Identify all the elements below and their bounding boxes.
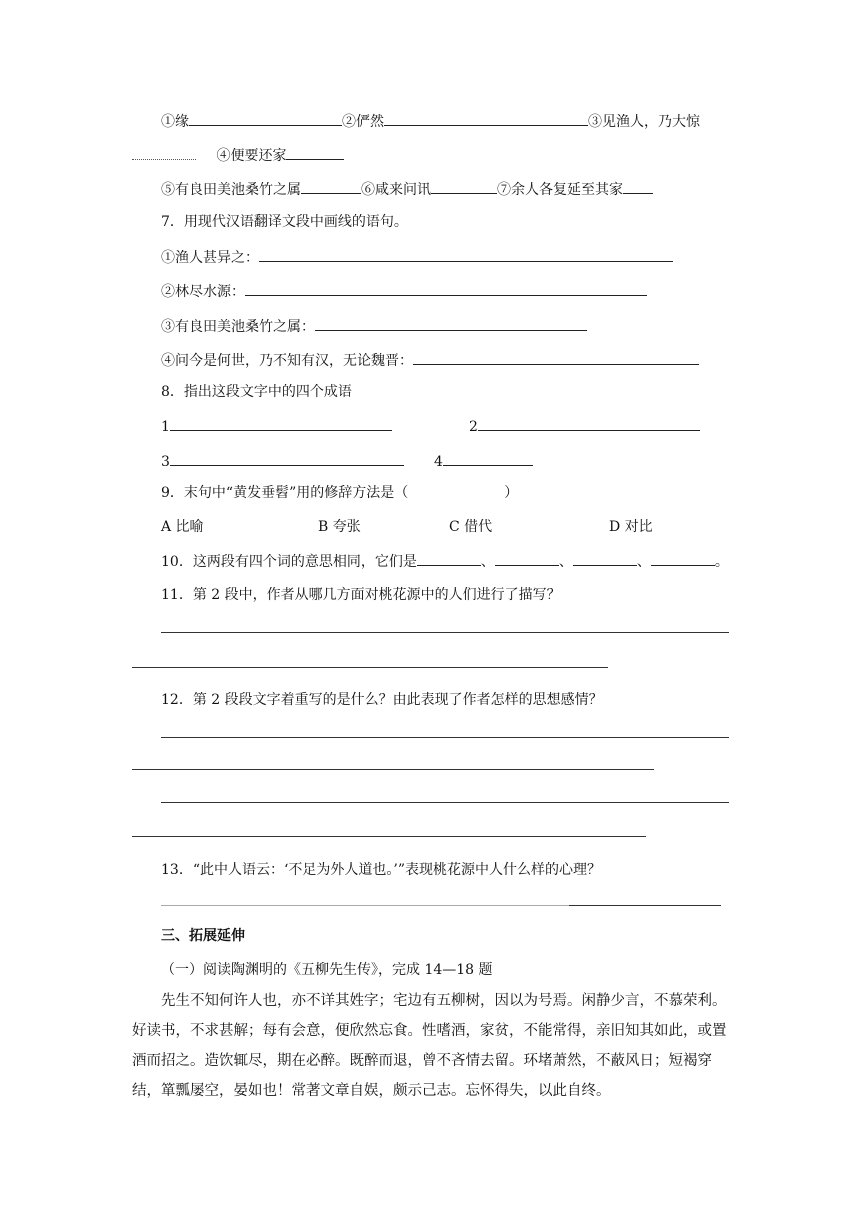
q7-item-3-label: ③有良田美池桑竹之属： <box>161 319 315 335</box>
q6-item-a: ①缘 <box>161 114 189 130</box>
q12-answer-line-4[interactable] <box>132 836 646 837</box>
q6-item-d: ④便要还家 <box>216 148 287 164</box>
q11-prompt: 11．第 2 段中，作者从哪几方面对桃花源中的人们进行了描写？ <box>161 587 561 603</box>
q13-answer-line-faint[interactable] <box>161 905 569 906</box>
passage-wuliu: 先生不知何许人也，亦不详其姓字；宅边有五柳树，因以为号焉。闲静少言，不慕荣利。好读书，不求甚解；每有会意，便欣然忘食。性嗜酒，家贫，不能常得，亲旧知其如此，或置酒而招之。造饮辄尽，期在必醉。既醉而退，曾不吝情去留。环堵萧然，不蔽风日；短褐穿结，箪瓢屡空，晏如也！常著文章自娱，颇示己志。忘怀得失，以此自终。 <box>132 993 727 1099</box>
q7-item-1 <box>161 247 673 268</box>
q10-prompt <box>161 551 729 572</box>
q6-blank-e[interactable] <box>301 179 361 194</box>
q8-label-2: 2 <box>469 419 478 435</box>
q8-item-2 <box>469 416 700 437</box>
q9-option-d[interactable]: D 对比 <box>609 519 653 535</box>
q8-label-1: 1 <box>161 419 170 435</box>
q7-item-2 <box>161 281 647 302</box>
q13-answer-line[interactable] <box>569 905 721 906</box>
q7-item-4 <box>161 350 699 371</box>
q10-prompt-text: 10．这两段有四个词的意思相同，它们是 <box>161 554 417 570</box>
q7-item-2-label: ②林尽水源： <box>161 284 245 300</box>
q8-prompt: 8．指出这段文字中的四个成语 <box>161 384 352 400</box>
q6-blank-c[interactable] <box>132 145 196 160</box>
q6-row3 <box>161 179 653 200</box>
q10-answer-4[interactable] <box>651 551 715 566</box>
q7-prompt: 7．用现代汉语翻译文段中画线的语句。 <box>161 214 408 230</box>
q7-item-3 <box>161 316 587 337</box>
q8-answer-2[interactable] <box>478 416 700 431</box>
q9-close-paren: ） <box>504 485 519 501</box>
q10-sep-3: 、 <box>636 554 651 570</box>
q8-item-3 <box>161 451 404 472</box>
q8-label-3: 3 <box>161 454 170 470</box>
q6-row2 <box>132 145 344 166</box>
q7-answer-3[interactable] <box>315 316 587 331</box>
q8-answer-3[interactable] <box>170 451 404 466</box>
section3-heading: 三、拓展延伸 <box>161 928 245 944</box>
q8-item-1 <box>161 416 392 437</box>
q9-option-b[interactable]: B 夸张 <box>318 519 361 535</box>
q7-item-4-label: ④问今是何世，乃不知有汉，无论魏晋： <box>161 353 413 369</box>
q10-answer-2[interactable] <box>495 551 559 566</box>
q6-item-c: ③见渔人，乃大惊 <box>588 114 700 130</box>
q10-answer-1[interactable] <box>417 551 481 566</box>
section3-subheading: （一）阅读陶渊明的《五柳先生传》，完成 14—18 题 <box>161 962 493 978</box>
q12-answer-line-3[interactable] <box>161 802 729 803</box>
q10-sep-1: 、 <box>480 554 495 570</box>
q7-answer-4[interactable] <box>413 350 699 365</box>
q6-item-g: ⑦余人各复延至其家 <box>497 182 623 198</box>
q11-answer-line-2[interactable] <box>132 667 608 668</box>
q6-blank-b[interactable] <box>384 111 588 126</box>
q9-prompt-text: 9．末句中“黄发垂髫”用的修辞方法是（ <box>161 485 409 501</box>
q6-item-e: ⑤有良田美池桑竹之属 <box>161 182 301 198</box>
q10-sep-2: 、 <box>558 554 573 570</box>
q8-answer-4[interactable] <box>443 451 533 466</box>
q12-answer-line-1[interactable] <box>161 737 729 738</box>
q9-option-c[interactable]: C 借代 <box>449 519 493 535</box>
q12-prompt: 12．第 2 段段文字着重写的是什么？由此表现了作者怎样的思想感情？ <box>161 692 603 708</box>
q8-label-4: 4 <box>434 454 443 470</box>
q9-option-a[interactable]: A 比喻 <box>161 519 204 535</box>
q6-blank-d[interactable] <box>286 145 344 160</box>
q6-row1 <box>161 111 700 132</box>
q8-item-4 <box>434 451 533 472</box>
q10-end: 。 <box>714 554 729 570</box>
q6-item-b: ②俨然 <box>342 114 384 130</box>
q13-prompt: 13．“此中人语云：‘不足为外人道也。’”表现桃花源中人什么样的心理？ <box>161 862 602 878</box>
q7-answer-1[interactable] <box>259 247 673 262</box>
q10-answer-3[interactable] <box>573 551 637 566</box>
q8-answer-1[interactable] <box>170 416 392 431</box>
q6-blank-f[interactable] <box>431 179 497 194</box>
q12-answer-line-2[interactable] <box>132 769 654 770</box>
q6-blank-a[interactable] <box>189 111 342 126</box>
q11-answer-line-1[interactable] <box>161 632 729 633</box>
q6-item-f: ⑥咸来问讯 <box>361 182 431 198</box>
q9-prompt <box>161 483 518 503</box>
q7-answer-2[interactable] <box>245 281 647 296</box>
q7-item-1-label: ①渔人甚异之： <box>161 250 259 266</box>
q6-blank-g[interactable] <box>623 179 653 194</box>
